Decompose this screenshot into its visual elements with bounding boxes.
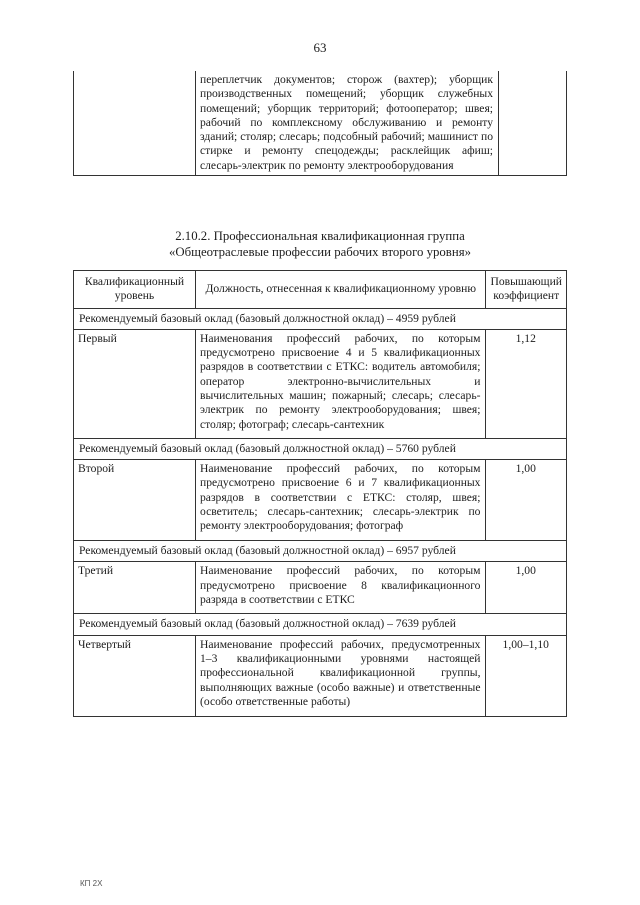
coef-cell: 1,00–1,10 xyxy=(486,635,567,716)
section-heading-line2: «Общеотраслевые профессии рабочих второго уровня» xyxy=(169,245,471,259)
salary-row xyxy=(74,438,567,459)
salary-text: Рекомендуемый базовый оклад (базовый должностной оклад) – 5760 рублей xyxy=(74,438,567,459)
salary-text: Рекомендуемый базовый оклад (базовый должностной оклад) – 7639 рублей xyxy=(74,614,567,635)
level-cell: Второй xyxy=(74,460,196,541)
position-cell: Наименования профессий рабочих, по которым предусмотрено присвоение 4 и 5 квалификационных разрядов в соответствии с ЕТКС: водитель автомобиля; оператор электронно-вычислительных и вычислительных машин; пожарный; слесарь; слесарь-электрик по ремонту электрооборудования; швея; столяр; фотограф; слесарь-сантехник xyxy=(196,329,486,438)
continuation-text-cell: переплетчик документов; сторож (вахтер); уборщик производственных помещений; уборщик служебных помещений; уборщик территорий; фотооператор; швея; рабочий по комплексному обслуживанию и ремонту зданий; столяр; слесарь; подсобный рабочий; машинист по стирке и ремонту спецодежды; расклейщик афиш; слесарь-электрик по ремонту электрооборудования xyxy=(196,71,499,176)
header-coef: Повышающий коэффициент xyxy=(486,271,567,309)
table-row xyxy=(74,460,567,541)
page-number: 63 xyxy=(313,40,327,55)
coef-cell: 1,12 xyxy=(486,329,567,438)
continuation-table xyxy=(73,71,567,176)
qualification-table xyxy=(73,270,567,717)
continuation-empty-cell xyxy=(74,71,196,176)
position-cell: Наименование профессий рабочих, предусмотренных 1–3 квалификационными уровнями настоящей профессиональной квалификационной группы, выполняющих важные (особо важные) и ответственные (особо ответственные работы) xyxy=(196,635,486,716)
salary-text: Рекомендуемый базовый оклад (базовый должностной оклад) – 4959 рублей xyxy=(74,308,567,329)
table-row xyxy=(74,329,567,438)
level-cell: Первый xyxy=(74,329,196,438)
position-cell: Наименование профессий рабочих, по которым предусмотрено присвоение 8 квалификационного разряда в соответствии с ЕТКС xyxy=(196,562,486,614)
section-heading-line1: 2.10.2. Профессиональная квалификационная группа xyxy=(175,229,465,243)
footer-code: КП 2Х xyxy=(80,879,103,888)
table-row xyxy=(74,635,567,716)
position-cell: Наименование профессий рабочих, по которым предусмотрено присвоение 6 и 7 квалификационных разрядов в соответствии с ЕТКС: столяр, швея; осветитель; слесарь-сантехник; слесарь-электрик по ремонту электрооборудования; фотограф xyxy=(196,460,486,541)
table-row xyxy=(74,562,567,614)
section-heading xyxy=(0,228,640,260)
level-cell: Четвертый xyxy=(74,635,196,716)
coef-cell: 1,00 xyxy=(486,460,567,541)
level-cell: Третий xyxy=(74,562,196,614)
salary-row xyxy=(74,541,567,562)
coef-cell: 1,00 xyxy=(486,562,567,614)
salary-row xyxy=(74,308,567,329)
header-level: Квалификационный уровень xyxy=(74,271,196,309)
continuation-coef-cell xyxy=(499,71,567,176)
table-header-row xyxy=(74,271,567,309)
salary-text: Рекомендуемый базовый оклад (базовый должностной оклад) – 6957 рублей xyxy=(74,541,567,562)
salary-row xyxy=(74,614,567,635)
header-position: Должность, отнесенная к квалификационному уровню xyxy=(196,271,486,309)
